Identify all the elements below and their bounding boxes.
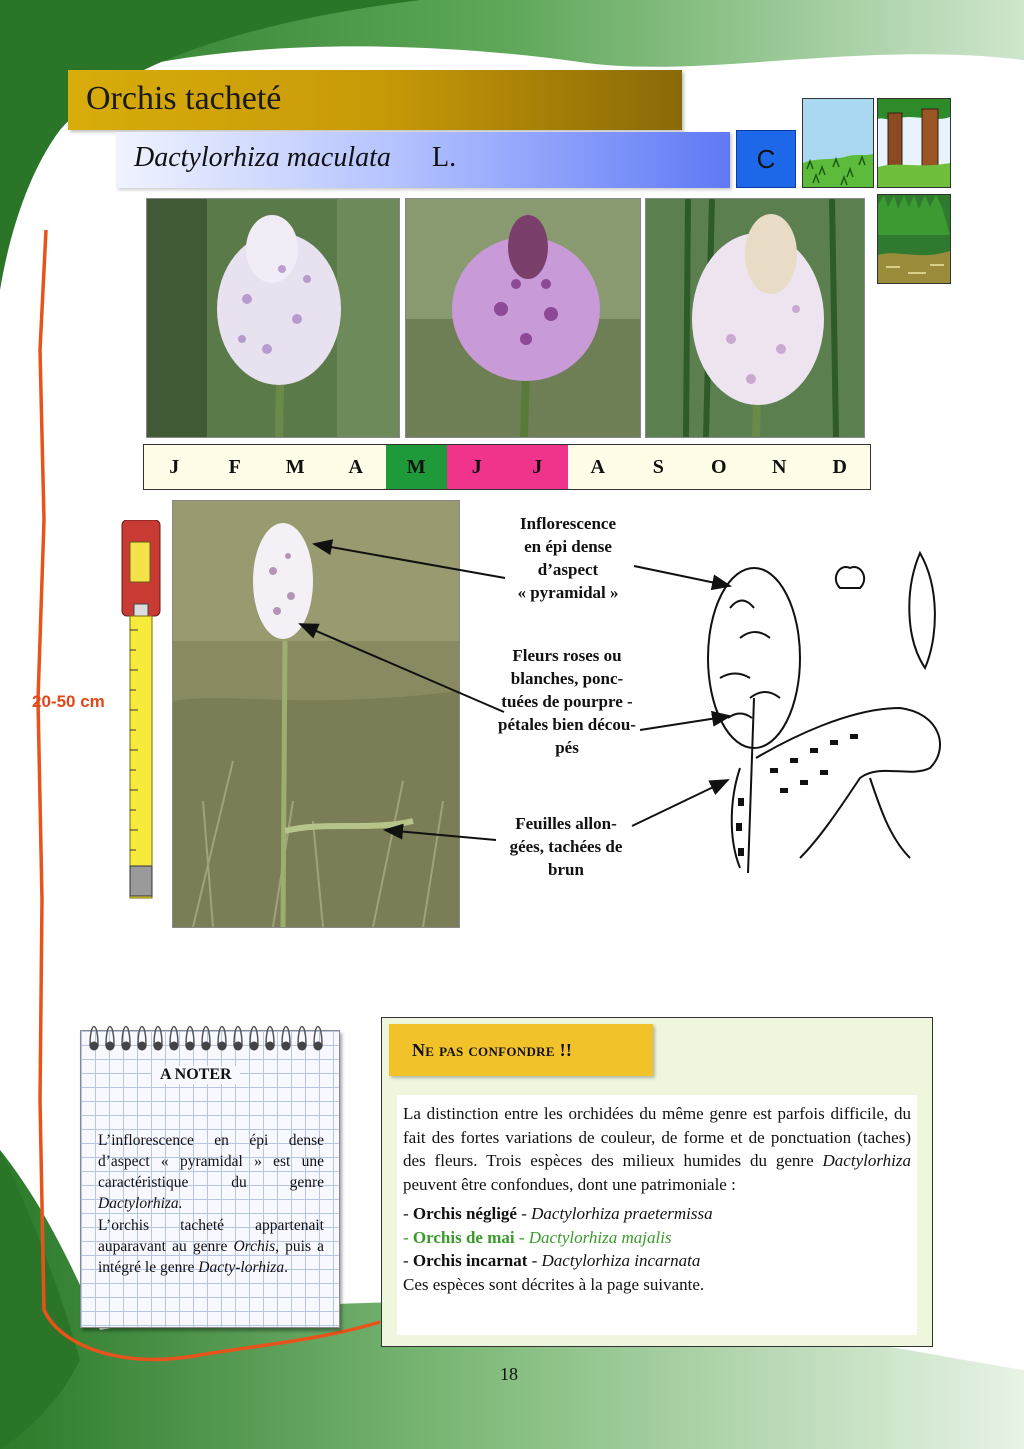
confusion-heading: Ne pas confondre !! xyxy=(412,1040,573,1060)
species-item: - Orchis incarnat - Dactylorhiza incarnata xyxy=(403,1251,701,1270)
orchid-photo-2 xyxy=(405,198,641,438)
flowering-calendar xyxy=(143,444,871,490)
orchid-photo-3 xyxy=(645,198,865,438)
status-code-badge: C xyxy=(736,130,796,188)
month-may: M xyxy=(386,445,447,489)
measuring-tape-icon xyxy=(118,520,164,904)
month-jul: J xyxy=(507,445,568,489)
latin-name: Dactylorhiza maculata xyxy=(134,142,391,173)
species-item: - Orchis négligé - Dactylorhiza praetermissa xyxy=(403,1204,713,1223)
month-aug: A xyxy=(590,456,605,478)
month-jan: J xyxy=(169,456,180,478)
confusion-text: La distinction entre les orchidées du même genre est parfois difficile, du fait des fortes variations de couleur, de forme et de ponctuation (taches) des fleurs. Trois espèces des milieux humides du genre Dactylorhiza peuvent être confondues, dont une patrimoniale : - Orchis négligé - Dactylorhiza praetermissa - Orchis de mai - Dactylorhiza majalis - Orchis incarnat - Dactylorhiza incarnata Ces espèces sont décrites à la page suivante. xyxy=(403,1102,911,1296)
meadow-icon xyxy=(802,98,874,188)
note-body: L’inflorescence en épi dense d’aspect « pyramidal » est une caractéristique du genre Dactylorhiza. L’orchis tacheté appartenait auparavant au genre Orchis, puis a intégré le genre Dacty-lorhiza. xyxy=(98,1132,324,1276)
month-dec: D xyxy=(832,456,847,478)
confusion-outro: Ces espèces sont décrites à la page suivante. xyxy=(403,1274,705,1294)
woodland-icon xyxy=(877,98,951,188)
callout-inflorescence: Inflorescence en épi dense d’aspect « pyramidal » xyxy=(517,514,619,602)
month-mar: M xyxy=(285,456,305,478)
callout-flowers: Fleurs roses ou blanches, ponc- tuées de pourpre - pétales bien décou- pés xyxy=(498,646,636,757)
month-oct: O xyxy=(710,456,727,478)
month-jun: J xyxy=(447,445,508,489)
spiral-binding-icon xyxy=(84,1016,336,1056)
callout-leaves: Feuilles allon- gées, tachées de brun xyxy=(509,814,623,879)
orchid-habitat-photo xyxy=(172,500,460,928)
orchid-botanical-drawing xyxy=(680,548,950,873)
month-nov: N xyxy=(772,456,787,478)
author-abbrev: L. xyxy=(432,142,457,173)
month-apr: A xyxy=(348,456,363,478)
orchid-photo-1 xyxy=(146,198,400,438)
species-item-highlight: - Orchis de mai - Dactylorhiza majalis xyxy=(403,1227,672,1247)
month-sep: S xyxy=(652,456,664,478)
height-label: 20-50 cm xyxy=(32,692,105,711)
common-name-title: Orchis tacheté xyxy=(86,80,282,117)
wetland-icon xyxy=(877,194,951,284)
page-number: 18 xyxy=(500,1364,518,1384)
month-feb: F xyxy=(228,456,241,478)
note-title: A NOTER xyxy=(152,1066,240,1084)
